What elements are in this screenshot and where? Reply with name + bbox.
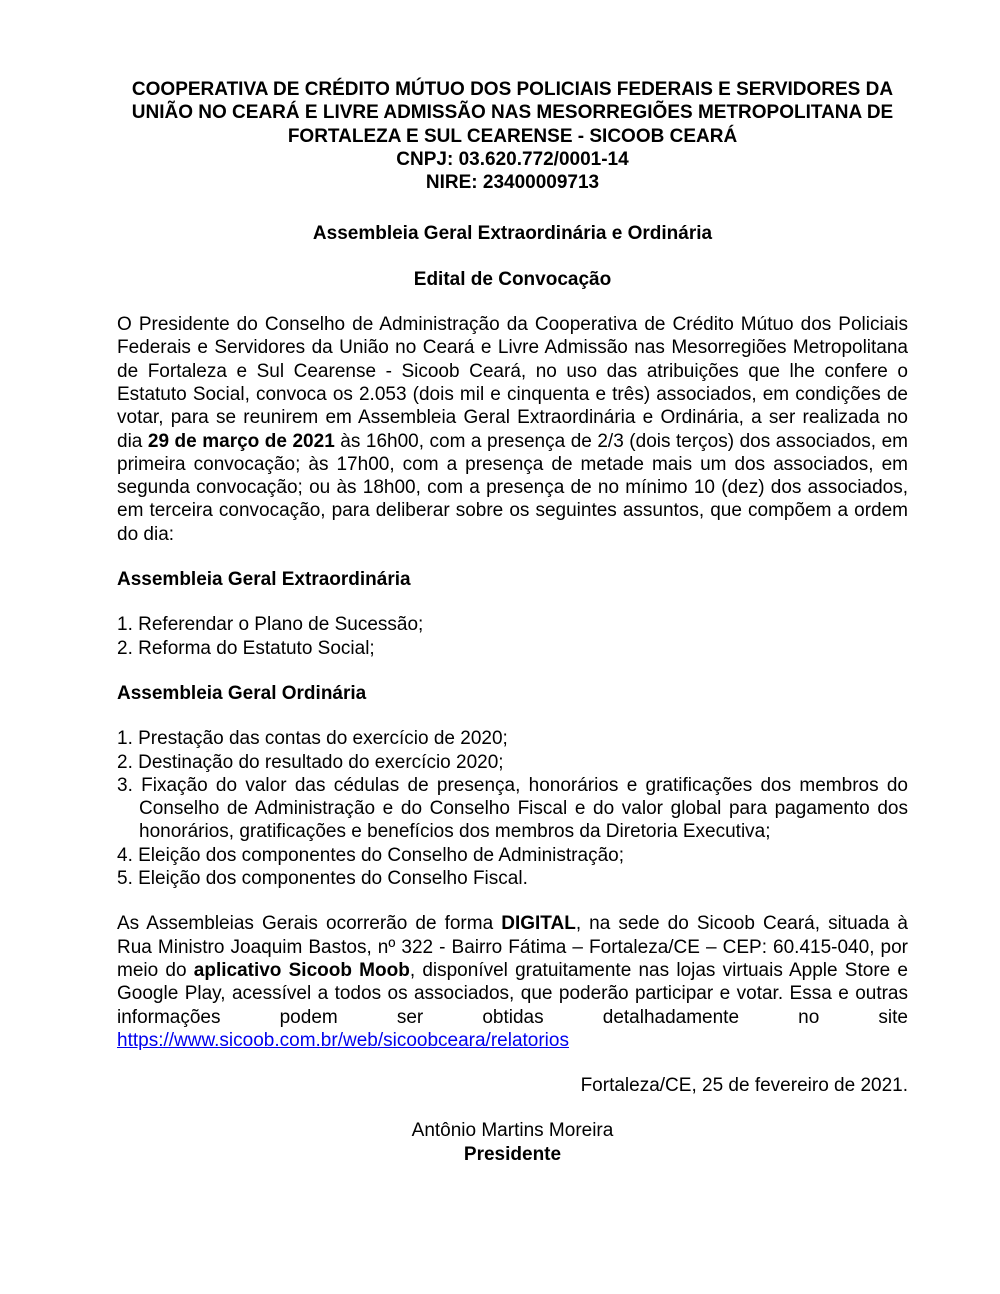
edital-subtitle: Edital de Convocação [413, 268, 612, 290]
document-title-line-2: UNIÃO NO CEARÁ E LIVRE ADMISSÃO NAS MESORREGIÕES METROPOLITANA DE [131, 102, 894, 124]
intro-paragraph [117, 313, 908, 546]
assembly-subtitle: Assembleia Geral Extraordinária e Ordinária [312, 223, 713, 245]
extraordinary-agenda-list [117, 613, 908, 660]
closing-bold-digital: DIGITAL [501, 913, 576, 935]
intro-text-1: O Presidente do Conselho de Administração da Cooperativa de Crédito Mútuo dos Policiais Federais e Servidores da União no Ceará e Livre Admissão nas Mesorregiões Metropolitana de Fortaleza e Sul Cearense - Sicoob Ceará, no uso das atribuições que lhe confere o Estatuto Social, convoca os 2.053 (dois mil e cinquenta e três) associados, em condições de votar, para se reunirem em Assembleia Geral Extraordinária e Ordinária, a ser realizada no dia [117, 314, 908, 452]
ordinary-agenda-list [117, 727, 908, 890]
signature-name: Antônio Martins Moreira [411, 1120, 614, 1142]
signature-block [117, 1119, 908, 1166]
closing-bold-app: aplicativo Sicoob Moob [193, 959, 410, 981]
ordinary-heading: Assembleia Geral Ordinária [117, 682, 367, 704]
closing-paragraph [117, 912, 908, 1052]
intro-text-2: às 16h00, com a presença de 2/3 (dois terços) dos associados, em primeira convocação; às 17h00, com a presença de metade mais um dos associados, em segunda convocação; ou às 18h00, com a presença de no mínimo 10 (dez) dos associados, em terceira convocação, para deliberar sobre os seguintes assuntos, que compõem a ordem do dia: [117, 430, 909, 545]
list-item: 2. Reforma do Estatuto Social; [117, 637, 375, 659]
list-item: 4. Eleição dos componentes do Conselho de Administração; [117, 844, 624, 866]
list-item: 1. Prestação das contas do exercício de 2020; [117, 728, 508, 750]
list-item: 5. Eleição dos componentes do Conselho Fiscal. [117, 868, 528, 890]
dateline: Fortaleza/CE, 25 de fevereiro de 2021. [580, 1075, 908, 1097]
closing-text-1: As Assembleias Gerais ocorrerão de forma [117, 913, 502, 935]
signature-role: Presidente [463, 1143, 562, 1165]
document-title-line-1: COOPERATIVA DE CRÉDITO MÚTUO DOS POLICIAIS FEDERAIS E SERVIDORES DA [131, 79, 894, 100]
document-header [117, 78, 908, 194]
extraordinary-heading: Assembleia Geral Extraordinária [117, 569, 411, 591]
intro-bold-date: 29 de março de 2021 [147, 430, 335, 452]
relatorios-link[interactable]: https://www.sicoob.com.br/web/sicoobceara/relatorios [117, 1029, 569, 1051]
list-item: 1. Referendar o Plano de Sucessão; [117, 614, 424, 636]
list-item: 2. Destinação do resultado do exercício 2020; [117, 751, 504, 773]
list-item: 3. Fixação do valor das cédulas de presença, honorários e gratificações dos membros do Conselho de Administração e do Conselho Fiscal e do valor global para pagamento dos honorários, gratificações e benefícios dos membros da Diretoria Executiva; [117, 774, 908, 843]
closing-text-2: , na sede do Sicoob Ceará, situada à Rua Ministro Joaquim Bastos, nº 322 - Bairro Fátima – Fortaleza/CE – CEP: 60.415-040, por meio do [117, 913, 908, 981]
closing-text-3: , disponível gratuitamente nas lojas virtuais Apple Store e Google Play, acessível a todos os associados, que poderão participar e votar. Essa e outras informações podem ser obtidas detalhadamente no site [117, 959, 909, 1028]
document-title-line-3: FORTALEZA E SUL CEARENSE - SICOOB CEARÁ [287, 125, 738, 147]
nire-line: NIRE: 23400009713 [425, 172, 600, 194]
cnpj-line: CNPJ: 03.620.772/0001-14 [396, 148, 629, 170]
